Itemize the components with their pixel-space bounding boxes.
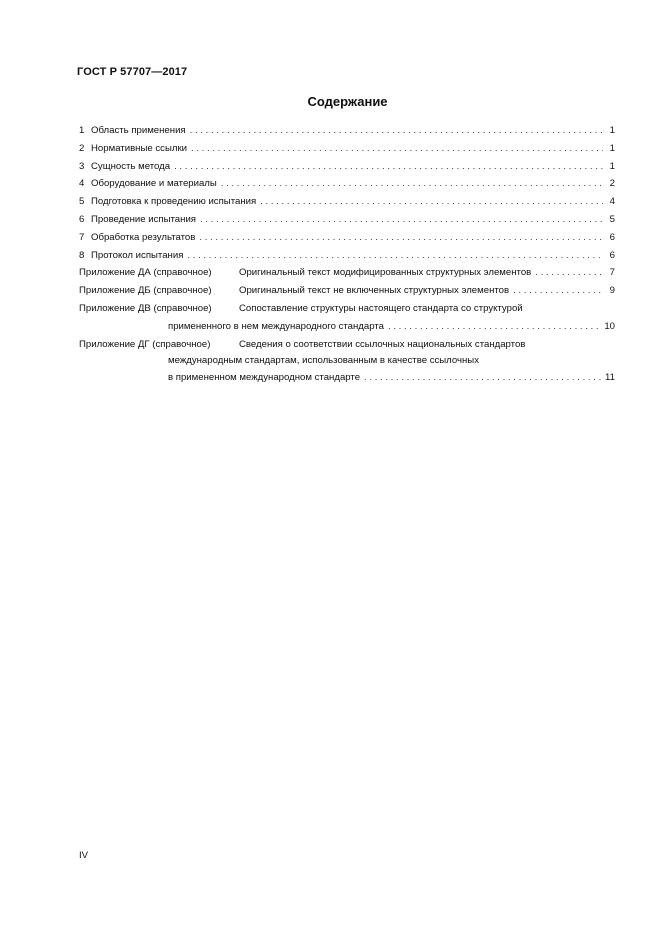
appendix-title-line: примененного в нем международного стандарта — [168, 320, 384, 332]
toc-entry-label: Область применения — [91, 125, 186, 136]
appendix-label: Приложение ДБ (справочное) — [79, 285, 212, 297]
appendix-title-line: Сопоставление структуры настоящего стандарта со структурой — [239, 302, 523, 314]
toc-entry-number: 4 — [79, 178, 85, 190]
toc-entry-label: Сущность метода — [91, 160, 171, 172]
toc-entry-page: 2 — [609, 178, 615, 190]
toc-entry-page: 1 — [609, 125, 615, 136]
dot-leader — [191, 140, 603, 158]
toc-entry-number: 2 — [79, 142, 85, 154]
toc-entry[interactable] — [79, 211, 615, 229]
toc-appendix-entry[interactable] — [79, 300, 615, 336]
toc-entry-label: Протокол испытания — [91, 249, 184, 261]
toc-entry[interactable] — [79, 140, 615, 158]
page-number: IV — [79, 850, 89, 861]
toc-entry-page: 6 — [609, 249, 615, 261]
dot-leader — [535, 264, 603, 282]
toc-entry-number: 6 — [79, 213, 85, 225]
appendix-page: 11 — [605, 372, 615, 384]
document-id: ГОСТ Р 57707—2017 — [77, 66, 188, 78]
toc-title: Содержание — [307, 94, 388, 109]
dot-leader — [388, 318, 600, 336]
dot-leader — [260, 193, 603, 211]
toc-entry-label: Подготовка к проведению испытания — [91, 196, 257, 208]
table-of-contents — [79, 122, 615, 387]
toc-entry-page: 1 — [609, 142, 615, 154]
toc-entry-page: 6 — [609, 231, 615, 243]
toc-entry-number: 7 — [79, 231, 85, 243]
dot-leader — [364, 369, 601, 387]
appendix-page: 7 — [609, 267, 615, 279]
toc-entry-number: 5 — [79, 196, 85, 208]
appendix-label: Приложение ДВ (справочное) — [79, 302, 212, 314]
toc-entry[interactable] — [79, 229, 615, 247]
dot-leader — [200, 211, 603, 229]
appendix-title: Оригинальный текст не включенных структурных элементов — [239, 285, 510, 297]
dot-leader — [187, 247, 603, 265]
toc-entry-number: 3 — [79, 160, 85, 172]
toc-entry[interactable] — [79, 158, 615, 176]
toc-entry-label: Проведение испытания — [91, 213, 196, 225]
toc-entry-page: 4 — [609, 196, 615, 208]
dot-leader — [174, 158, 603, 176]
appendix-title: Оригинальный текст модифицированных структурных элементов — [239, 267, 532, 279]
dot-leader — [513, 282, 603, 300]
toc-entry-label: Нормативные ссылки — [91, 142, 188, 154]
toc-entry-label: Оборудование и материалы — [91, 178, 217, 190]
dot-leader — [190, 122, 603, 140]
toc-entry[interactable] — [79, 122, 615, 140]
toc-entry-label: Обработка результатов — [91, 231, 196, 243]
appendix-title-line: международным стандартам, использованным в качестве ссылочных — [168, 355, 479, 367]
appendix-label: Приложение ДГ (справочное) — [79, 338, 211, 350]
toc-appendix-entry[interactable] — [79, 336, 615, 388]
toc-entry[interactable] — [79, 193, 615, 211]
appendix-title-line: в примененном международном стандарте — [168, 372, 361, 384]
appendix-title-line: Сведения о соответствии ссылочных национальных стандартов — [239, 338, 526, 350]
appendix-page: 9 — [609, 285, 615, 297]
toc-entry-number: 8 — [79, 249, 85, 261]
dot-leader — [199, 229, 603, 247]
toc-appendix-entry[interactable] — [79, 282, 615, 300]
toc-entry[interactable] — [79, 175, 615, 193]
toc-entry[interactable] — [79, 247, 615, 265]
toc-entry-number: 1 — [79, 125, 85, 136]
appendix-page: 10 — [604, 320, 615, 332]
toc-entry-page: 1 — [609, 160, 615, 172]
dot-leader — [221, 175, 603, 193]
toc-entry-page: 5 — [609, 213, 615, 225]
toc-appendix-entry[interactable] — [79, 264, 615, 282]
appendix-label: Приложение ДА (справочное) — [79, 267, 212, 279]
